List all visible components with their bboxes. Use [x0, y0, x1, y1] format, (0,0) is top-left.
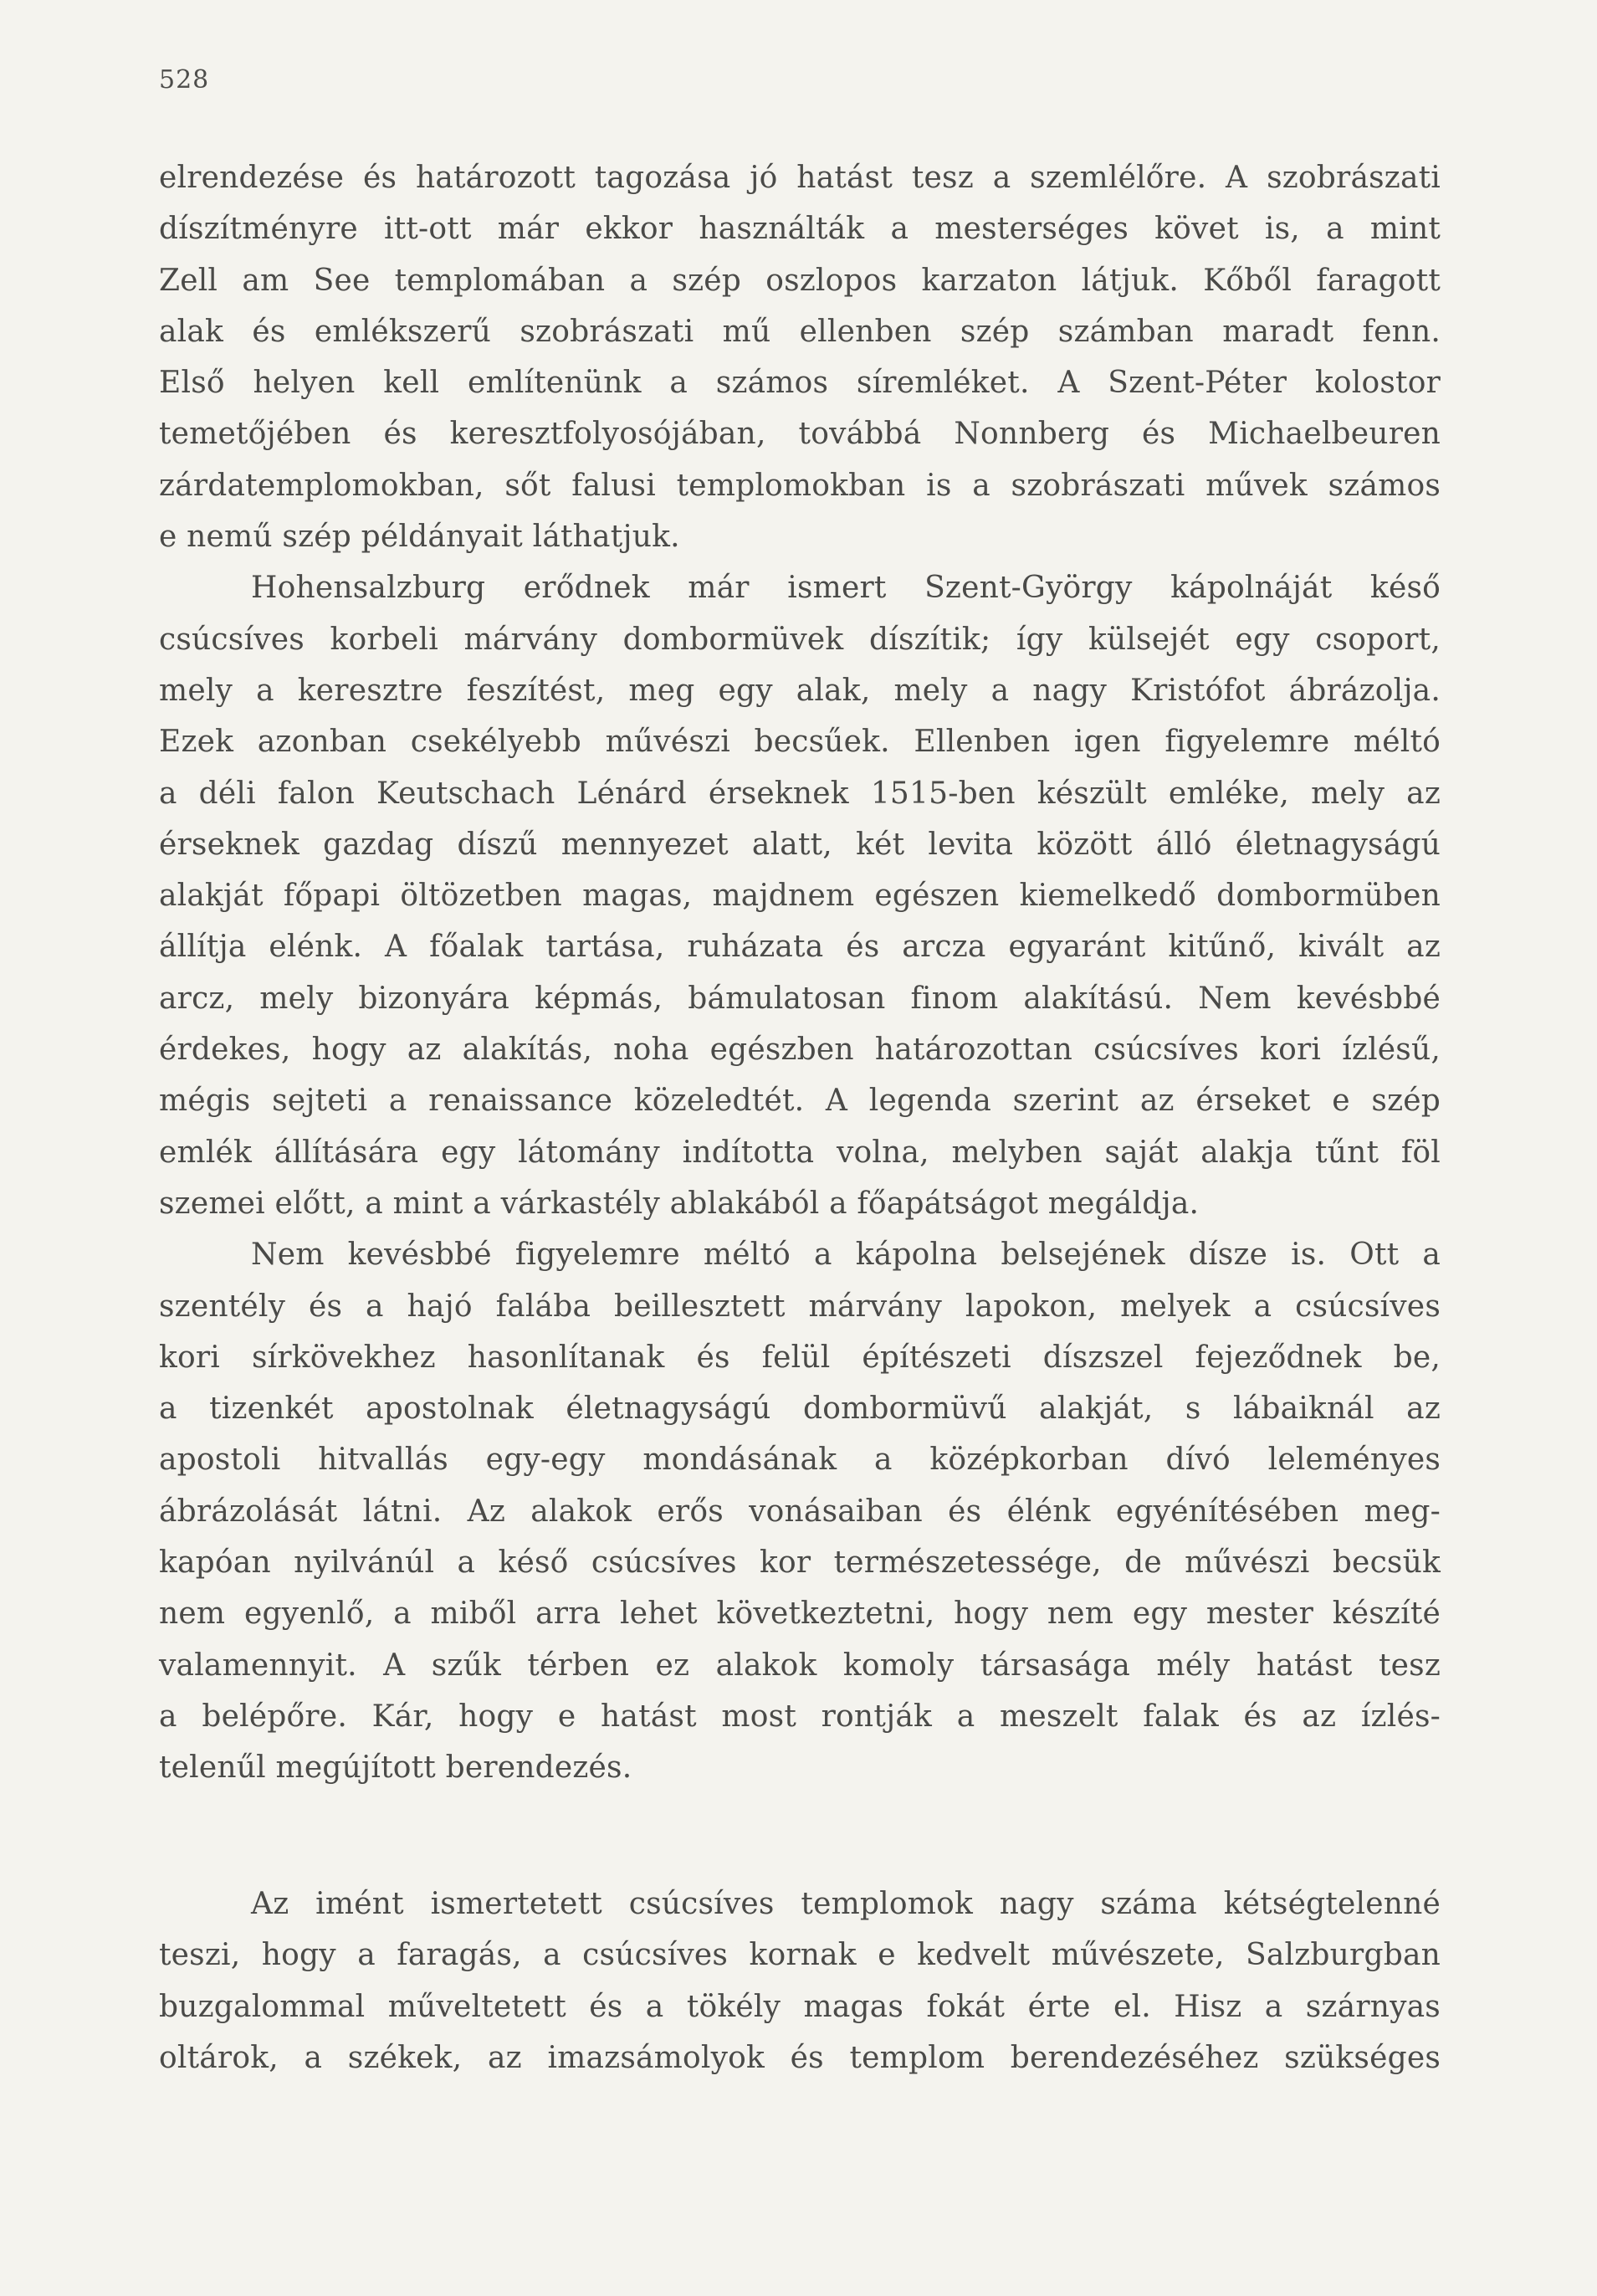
text-line: emlék állítására egy látomány indította volna, melyben saját alakja tűnt föl — [159, 1135, 1441, 1170]
text-line: ábrázolását látni. Az alakok erős vonásaiban és élénk egyénítésében meg- — [159, 1494, 1441, 1529]
text-line: érseknek gazdag díszű mennyezet alatt, két levita között álló életnagyságú — [159, 827, 1441, 862]
page-number: 528 — [159, 65, 210, 95]
text-line: Ezek azonban csekélyebb művészi becsűek. Ellenben igen figyelemre méltó — [159, 725, 1441, 760]
text-line: elrendezése és határozott tagozása jó hatást tesz a szemlélőre. A szobrászati — [159, 161, 1441, 195]
text-line: állítja elénk. A főalak tartása, ruházata és arcza egyaránt kitűnő, kivált az — [159, 930, 1441, 965]
text-line: Az imént ismertetett csúcsíves templomok nagy száma kétségtelenné — [251, 1887, 1441, 1921]
paragraph — [159, 1229, 1441, 1793]
text-line: zárdatemplomokban, sőt falusi templomokban is a szobrászati művek számos — [159, 468, 1441, 503]
text-line: szemei előtt, a mint a várkastély ablakából a főapátságot megáldja. — [159, 1186, 1200, 1221]
text-line: Első helyen kell említenünk a számos síremléket. A Szent-Péter kolostor — [159, 366, 1441, 401]
page-body — [159, 152, 1441, 1794]
paragraph — [159, 1878, 1441, 2083]
paragraph — [159, 562, 1441, 1229]
text-line: telenűl megújított berendezés. — [159, 1750, 632, 1786]
text-line: mégis sejteti a renaissance közeledtét. A legenda szerint az érseket e szép — [159, 1084, 1441, 1119]
text-line: a déli falon Keutschach Lénárd érseknek 1515-ben készült emléke, mely az — [159, 776, 1441, 811]
text-line: a belépőre. Kár, hogy e hatást most rontják a meszelt falak és az ízlés- — [159, 1699, 1441, 1734]
text-line: csúcsíves korbeli márvány dombormüvek díszítik; így külsejét egy csoport, — [159, 622, 1441, 657]
text-line: arcz, mely bizonyára képmás, bámulatosan finom alakítású. Nem kevésbbé — [159, 981, 1441, 1016]
text-line: szentély és a hajó falába beillesztett márvány lapokon, melyek a csúcsíves — [159, 1289, 1441, 1324]
text-line: díszítményre itt-ott már ekkor használták a mesterséges követ is, a mint — [159, 212, 1441, 247]
text-line: apostoli hitvallás egy-egy mondásának a középkorban dívó leleményes — [159, 1443, 1441, 1478]
text-line: Hohensalzburg erődnek már ismert Szent-György kápolnáját késő — [251, 571, 1441, 606]
paragraph — [159, 152, 1441, 562]
text-line: valamennyit. A szűk térben ez alakok komoly társasága mély hatást tesz — [159, 1648, 1441, 1683]
text-line: Zell am See templomában a szép oszlopos karzaton látjuk. Kőből faragott — [159, 263, 1441, 298]
text-line: teszi, hogy a faragás, a csúcsíves kornak e kedvelt művészete, Salzburgban — [159, 1938, 1441, 1973]
text-line: Nem kevésbbé figyelemre méltó a kápolna belsejének dísze is. Ott a — [251, 1238, 1441, 1273]
text-line: alakját főpapi öltözetben magas, majdnem egészen kiemelkedő dombormüben — [159, 879, 1441, 914]
text-line: buzgalommal műveltetett és a tökély magas fokát érte el. Hisz a szárnyas — [159, 1989, 1441, 2024]
text-line: a tizenkét apostolnak életnagyságú dombormüvű alakját, s lábaiknál az — [159, 1391, 1441, 1427]
text-line: temetőjében és keresztfolyosójában, továbbá Nonnberg és Michaelbeuren — [159, 417, 1441, 452]
text-line: oltárok, a székek, az imazsámolyok és templom berendezéséhez szükséges — [159, 2040, 1441, 2075]
text-line: e nemű szép példányait láthatjuk. — [159, 520, 680, 555]
text-line: alak és emlékszerű szobrászati mű ellenben szép számban maradt fenn. — [159, 314, 1441, 349]
text-line: kori sírkövekhez hasonlítanak és felül építészeti díszszel fejeződnek be, — [159, 1340, 1441, 1375]
text-line: nem egyenlő, a miből arra lehet következtetni, hogy nem egy mester készíté — [159, 1596, 1441, 1632]
text-line: kapóan nyilvánúl a késő csúcsíves kor természetessége, de művészi becsük — [159, 1545, 1441, 1581]
text-line: érdekes, hogy az alakítás, noha egészben határozottan csúcsíves kori ízlésű, — [159, 1033, 1441, 1068]
text-line: mely a keresztre feszítést, meg egy alak, mely a nagy Kristófot ábrázolja. — [159, 673, 1441, 708]
